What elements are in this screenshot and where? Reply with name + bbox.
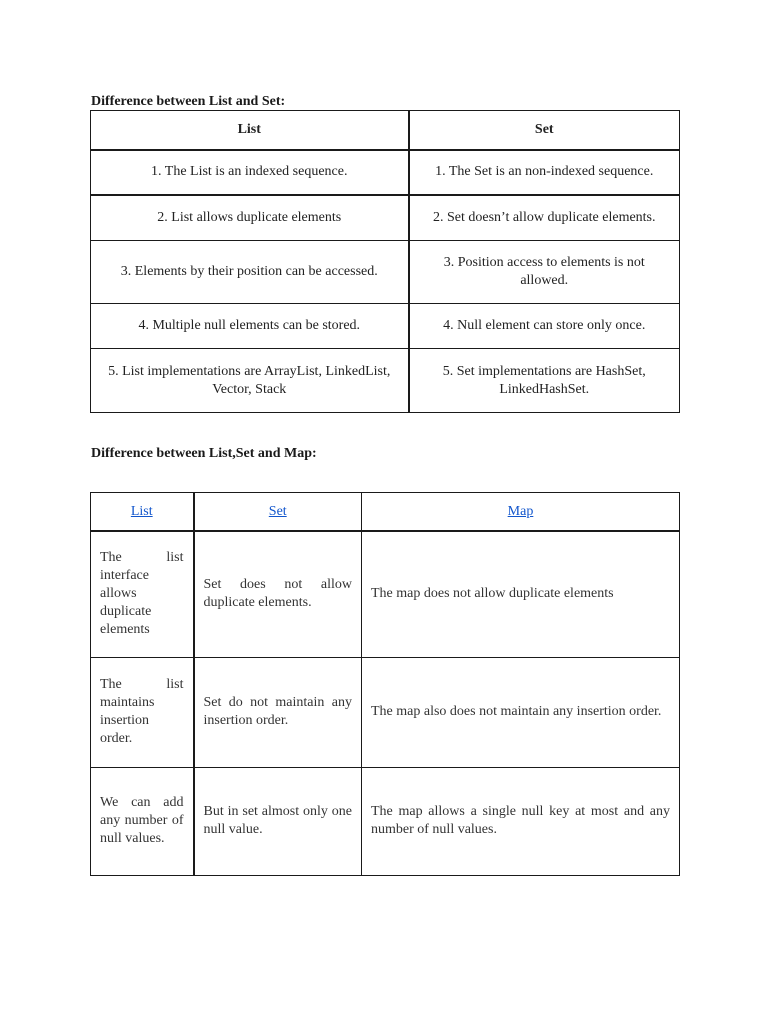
table-cell: We can add any number of null values. <box>91 767 194 875</box>
table-cell: 2. List allows duplicate elements <box>91 195 409 241</box>
table-cell: But in set almost only one null value. <box>194 767 362 875</box>
table-cell: 3. Position access to elements is not allowed. <box>409 241 680 304</box>
table-cell: 1. The Set is an non-indexed sequence. <box>409 150 680 195</box>
table-cell: The map does not allow duplicate elements <box>362 531 680 657</box>
table-cell: 3. Elements by their position can be accessed. <box>91 241 409 304</box>
table-cell: The map allows a single null key at most and any number of null values. <box>362 767 680 875</box>
table-cell: The map also does not maintain any insertion order. <box>362 657 680 767</box>
table-cell: 4. Multiple null elements can be stored. <box>91 304 409 349</box>
map-link[interactable]: Map <box>507 503 534 519</box>
list-vs-set-table <box>90 110 680 413</box>
table-row <box>91 349 680 413</box>
table-row <box>91 767 680 875</box>
table-row <box>91 657 680 767</box>
list-set-map-table <box>90 492 680 876</box>
table-header-row <box>91 493 680 532</box>
list-link[interactable]: List <box>130 503 153 519</box>
table-cell: 5. List implementations are ArrayList, LinkedList, Vector, Stack <box>91 349 409 413</box>
table-cell: 4. Null element can store only once. <box>409 304 680 349</box>
table-header-row <box>91 111 680 150</box>
column-header-set: Set <box>409 111 680 150</box>
table-cell: The list interface allows duplicate elements <box>91 531 194 657</box>
table-cell: 5. Set implementations are HashSet, LinkedHashSet. <box>409 349 680 413</box>
set-link[interactable]: Set <box>268 503 287 519</box>
table-cell: 2. Set doesn’t allow duplicate elements. <box>409 195 680 241</box>
table-row <box>91 531 680 657</box>
section1-heading: Difference between List and Set: <box>91 94 286 109</box>
table-cell: Set does not allow duplicate elements. <box>194 531 362 657</box>
column-header-list: List <box>91 111 409 150</box>
table-cell: The list maintains insertion order. <box>91 657 194 767</box>
table-row <box>91 241 680 304</box>
table-cell: 1. The List is an indexed sequence. <box>91 150 409 195</box>
table-row <box>91 150 680 195</box>
section2-heading: Difference between List,Set and Map: <box>91 446 317 461</box>
table-cell: Set do not maintain any insertion order. <box>194 657 362 767</box>
table-row <box>91 195 680 241</box>
table-row <box>91 304 680 349</box>
